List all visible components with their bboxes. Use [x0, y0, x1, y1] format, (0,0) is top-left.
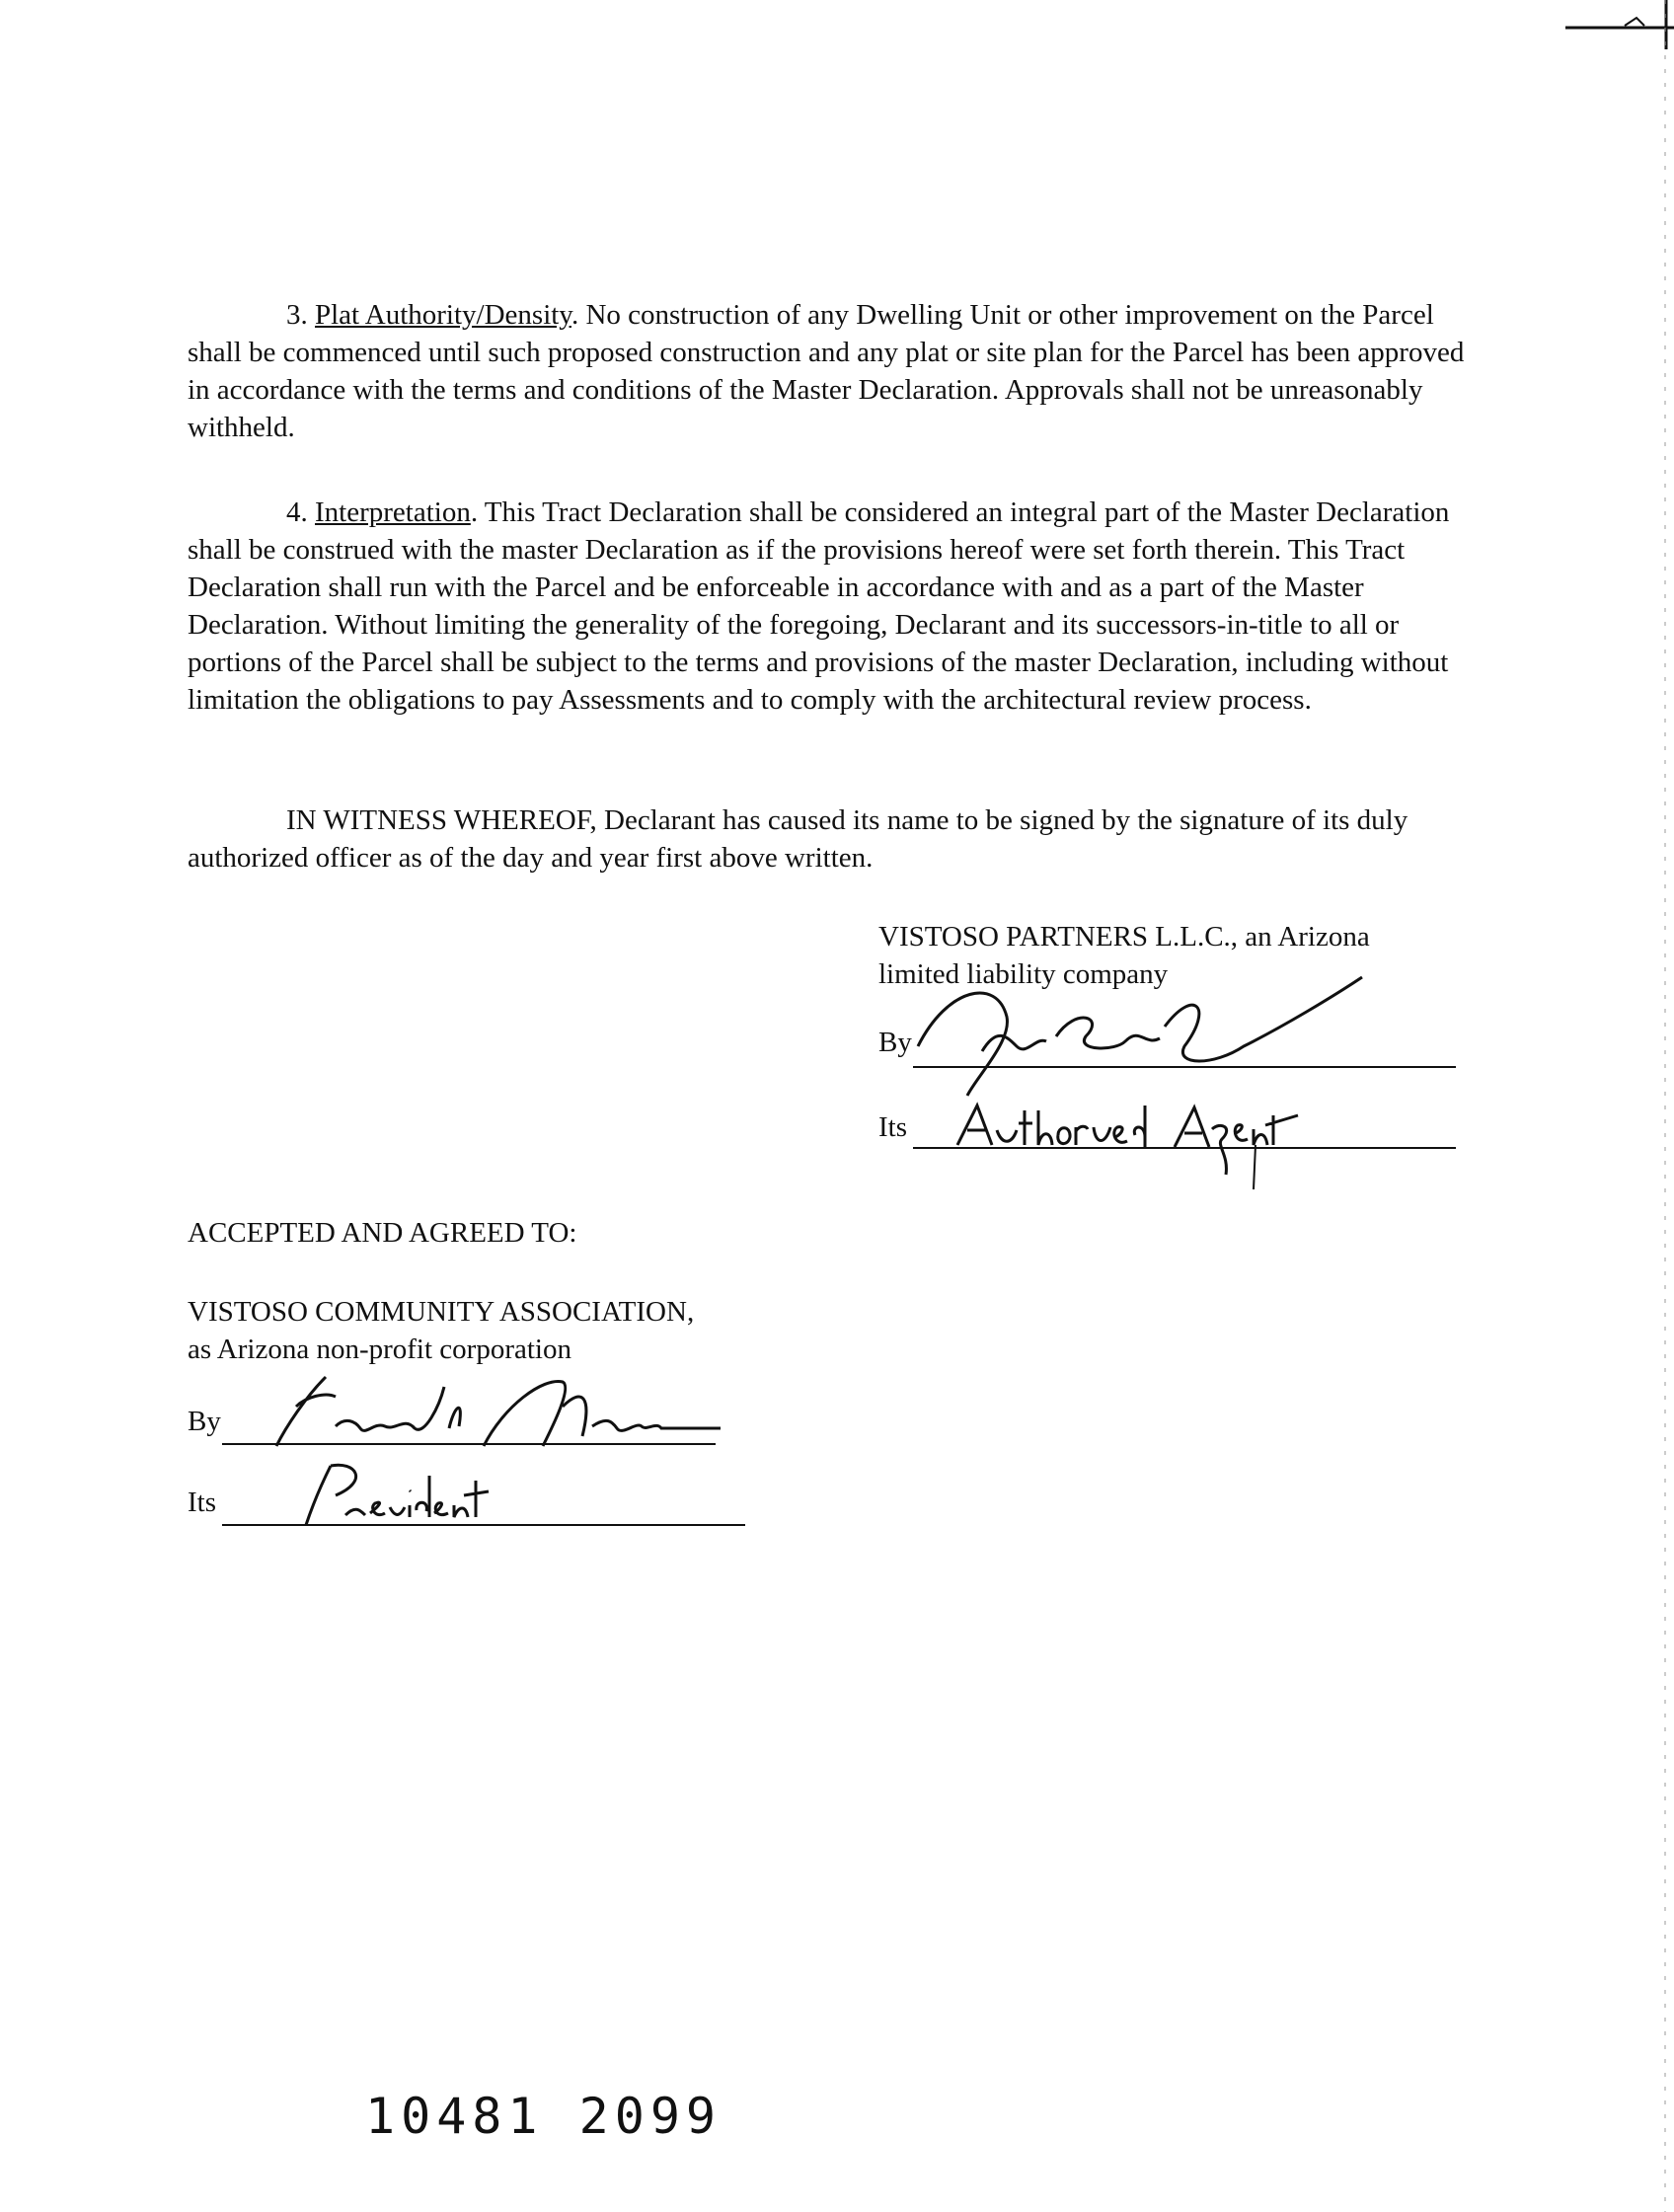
declarant-entity-type: limited liability company [878, 958, 1169, 990]
declarant-name: VISTOSO PARTNERS L.L.C., an Arizona [878, 921, 1370, 953]
declarant-by-label: By [878, 1027, 912, 1058]
association-name: VISTOSO COMMUNITY ASSOCIATION, [188, 1296, 695, 1328]
section-3-paragraph [188, 296, 1471, 446]
section-4-body: . This Tract Declaration shall be considered an integral part of the Master Declaration shall be construed with the master Declaration as if the provisions hereof were set forth therein. This Tract Declaration shall run with the Parcel and be enforceable in accordance with and as a part of the Master Declaration. Without limiting the generality of the foregoing, Declarant and its successors-in-title to all or portions of the Parcel shall be subject to the terms and provisions of the master Declaration, including without limitation the obligations to pay Assessments and to comply with the architectural review process. [188, 496, 1450, 716]
section-4-number: 4. [286, 496, 308, 528]
accepted-heading: ACCEPTED AND AGREED TO: [188, 1217, 577, 1249]
section-3-heading: Plat Authority/Density [315, 299, 571, 331]
section-4-paragraph [188, 494, 1471, 719]
witness-paragraph: IN WITNESS WHEREOF, Declarant has caused its name to be signed by the signature of its duly authorized officer as of the day and year first above written. [188, 804, 1408, 874]
section-3-number: 3. [286, 299, 308, 331]
association-by-label: By [188, 1406, 221, 1437]
association-title-handwritten [286, 1456, 602, 1540]
section-3-body: . No construction of any Dwelling Unit or other improvement on the Parcel shall be commenced until such proposed construction and any plat or site plan for the Parcel has been approved in accordance with the terms and conditions of the Master Declaration. Approvals shall not be unreasonably withheld. [188, 299, 1465, 443]
section-4-heading: Interpretation [315, 496, 471, 528]
declarant-its-label: Its [878, 1111, 907, 1143]
margin-mark [1565, 0, 1674, 54]
association-its-label: Its [188, 1487, 216, 1518]
association-signature [266, 1367, 740, 1461]
association-entity-type: as Arizona non-profit corporation [188, 1334, 571, 1365]
scan-edge [1664, 0, 1666, 2212]
recording-stamp: 10481 2099 [365, 2088, 723, 2145]
declarant-title-handwritten [948, 1086, 1342, 1199]
